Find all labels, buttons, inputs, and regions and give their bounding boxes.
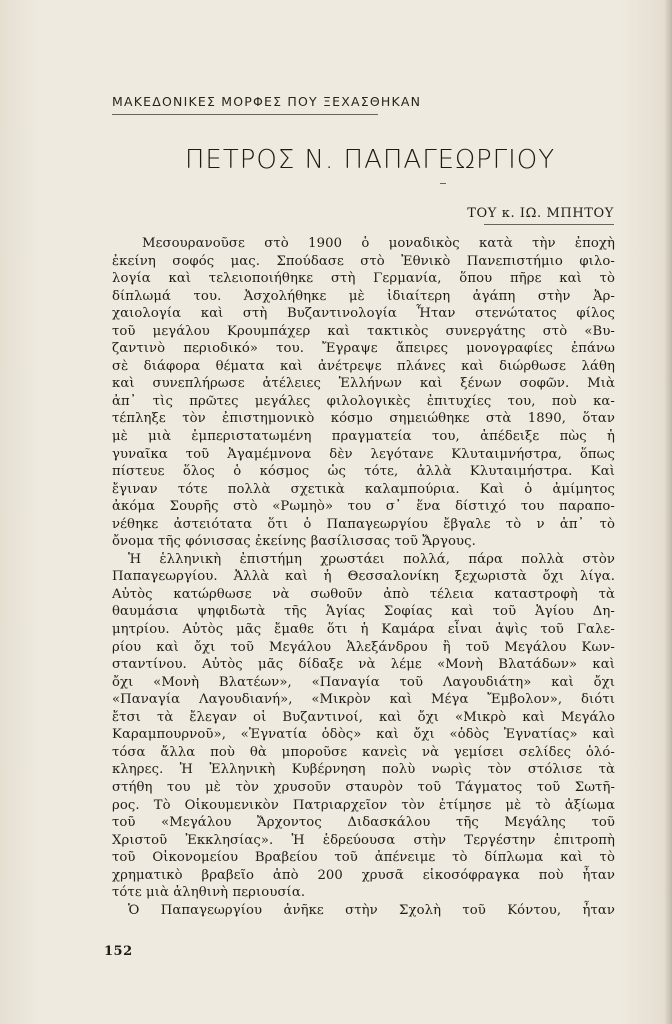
text-line: τοῦ Οἰκονομείου Βραβείου τοῦ ἀπένειμε τὸ δίπλωμα καὶ τὸ — [112, 850, 615, 866]
text-line: ἀκόμα Σουρῆς στὸ «Ρωμηὸ» του σ᾽ ἕνα δίστιχό του παραπο- — [112, 499, 615, 515]
text-line: Αὐτὸς κατώρθωσε νὰ σωθοῦν ἀπὸ τέλεια καταστροφὴ τὰ — [112, 586, 615, 602]
text-line: τοῦ μεγάλου Κρουμπάχερ καὶ τακτικὸς συνεργάτης στὸ «Βυ- — [112, 323, 615, 339]
text-line: κληρες. Ἡ Ἑλληνικὴ Κυβέρνηση πολὺ νωρὶς τὸν στόλισε τὰ — [112, 762, 615, 778]
text-line: μητρίου. Αὐτὸς μᾶς ἔμαθε ὅτι ἡ Καμάρα εἶναι ἁψὶς τοῦ Γαλε- — [112, 622, 615, 638]
text-line: νέθηκε ἀστειότατα ὅτι ὁ Παπαγεωργίου ἔβγαλε τὸ ν ἀπ᾽ τὸ — [112, 516, 615, 532]
text-line: τέπληξε τὸν ἐπιστημονικὸ κόσμο σημειώθηκε στὰ 1890, ὅταν — [112, 411, 615, 427]
text-line: σὲ διάφορα θέματα καὶ ἀνέτρεψε πλάνες καὶ διώρθωσε λάθη — [112, 358, 615, 374]
text-line: ρίου καὶ ὄχι τοῦ Μεγάλου Ἀλεξάνδρου ἢ τοῦ Μεγάλου Κων- — [112, 639, 615, 655]
running-head-rule — [112, 114, 378, 115]
text-line: χαιολογία καὶ στὴ Βυζαντινολογία Ἦταν στενώτατος φίλος — [112, 306, 615, 322]
author-byline: ΤΟΥ κ. ΙΩ. ΜΠΗΤΟΥ — [467, 206, 614, 221]
text-line: Καραμπουρνοῦ», «Ἐγνατία ὁδὸς» καὶ ὄχι «ὁδὸς Ἐγνατίας» καὶ — [112, 727, 615, 743]
text-line: ἐκείνη σοφός μας. Σπούδασε στὸ Ἐθνικὸ Πανεπιστήμιο φιλο- — [112, 253, 615, 269]
text-line: Ὁ Παπαγεωργίου ἀνῆκε στὴν Σχολὴ τοῦ Κόντου, ἦταν — [128, 902, 615, 918]
text-line: ζαντινὸ περιοδικό» του. Ἔγραψε ἄπειρες μονογραφίες ἐπάνω — [112, 341, 615, 357]
text-line: Παπαγεωργίου. Ἀλλὰ καὶ ἡ Θεσσαλονίκη ξεχωριστὰ ὄχι λίγα. — [112, 569, 615, 585]
text-line: θαυμάσια ψηφιδωτὰ τῆς Ἁγίας Σοφίας καὶ τοῦ Ἁγίου Δη- — [112, 604, 615, 620]
text-line: ἔτσι τὰ ἔλεγαν οἱ Βυζαντινοί, καὶ ὄχι «Μικρὸ καὶ Μεγάλο — [112, 709, 615, 725]
article-title: ΠΕΤΡΟΣ Ν. ΠΑΠΑΓΕΩΡΓΙΟΥ — [184, 145, 556, 175]
byline-rule — [484, 224, 614, 225]
text-line: λογία καὶ τελειοποιήθηκε στὴ Γερμανία, ὅπου πῆρε καὶ τὸ — [112, 271, 615, 287]
text-line: ὄχι «Μονὴ Βλατέων», «Παναγία τοῦ Λαγουδιάτη» καὶ ὄχι — [112, 674, 615, 690]
text-line: ἔγιναν τότε πολλὰ σχετικὰ καλαμπούρια. Καὶ ὁ ἀμίμητος — [112, 481, 615, 497]
text-line: ἀπ᾽ τὶς πρῶτες μεγάλες φιλολογικὲς ἐπιτυχίες του, ποὺ κα- — [112, 393, 615, 409]
text-line: ὄνομα τῆς φόνισσας ἐκείνης βασίλισσας τοῦ Ἄργους. — [112, 534, 476, 550]
text-line: Μεσουρανοῦσε στὸ 1900 ὁ μοναδικὸς κατὰ τὴν ἐποχὴ — [142, 236, 615, 251]
text-line: ρος. Τὸ Οἰκουμενικὸν Πατριαρχεῖον τὸν ἐτίμησε μὲ τὸ ἀξίωμα — [112, 797, 615, 813]
article-body — [112, 235, 615, 919]
text-line: γυναῖκα τοῦ Ἀγαμέμνονα δὲν λεγότανε Κλυταιμνήστρα, ὅπως — [112, 446, 615, 462]
text-line: καὶ συνεπλήρωσε ἀτέλειες Ἑλλήνων καὶ ξένων σοφῶν. Μιὰ — [112, 376, 615, 392]
page-number: 152 — [104, 944, 133, 959]
text-line: δίπλωμά του. Ἀσχολήθηκε μὲ ἰδιαίτερη ἀγάπη στὴν Ἀρ- — [112, 288, 615, 304]
text-line: «Παναγία Λαγουδιανή», «Μικρὸν καὶ Μέγα Ἔμβολον», διότι — [112, 692, 615, 708]
text-line: Ἡ ἑλληνικὴ ἐπιστήμη χρωστάει πολλά, πάρα πολλὰ στὸν — [128, 551, 615, 567]
text-line: πίστευε ὅλος ὁ κόσμος ὡς τότε, ἀλλὰ Κλυταιμήστρα. Καὶ — [112, 464, 615, 480]
text-line: Χριστοῦ Ἐκκλησίας». Ἡ ἑδρεύουσα στὴν Τεργέστην ἐπιτροπὴ — [112, 832, 615, 848]
text-line: χρηματικὸ βραβεῖο ἀπὸ 200 χρυσᾶ εἰκοσόφραγκα ποὺ ἦταν — [112, 867, 615, 883]
text-line: τόσα ἄλλα ποὺ θὰ μποροῦσε κανεὶς νὰ γεμίσει σελίδες ὁλό- — [112, 744, 615, 760]
text-line: σταντίνου. Αὐτὸς μᾶς δίδαξε νὰ λέμε «Μονὴ Βλατάδων» καὶ — [112, 657, 615, 673]
text-line: τότε μιὰ ἀληθινὴ περιουσία. — [112, 885, 306, 901]
title-underline-mark — [440, 183, 446, 184]
text-line: μὲ μιὰ ἐμπεριστατωμένη πραγματεία του, ἀπέδειξε πὼς ἡ — [112, 429, 615, 445]
text-line: τοῦ «Μεγάλου Ἄρχοντος Διδασκάλου τῆς Μεγάλης τοῦ — [112, 815, 615, 831]
text-line: στήθη του μὲ τὸν χρυσοῦν σταυρὸν τοῦ Τάγματος τοῦ Σωτῆ- — [112, 779, 615, 795]
running-head: ΜΑΚΕΔΟΝΙΚΕΣ ΜΟΡΦΕΣ ΠΟΥ ΞΕΧΑΣΘΗΚΑΝ — [112, 94, 422, 109]
page-edge-shadow — [664, 0, 672, 1024]
